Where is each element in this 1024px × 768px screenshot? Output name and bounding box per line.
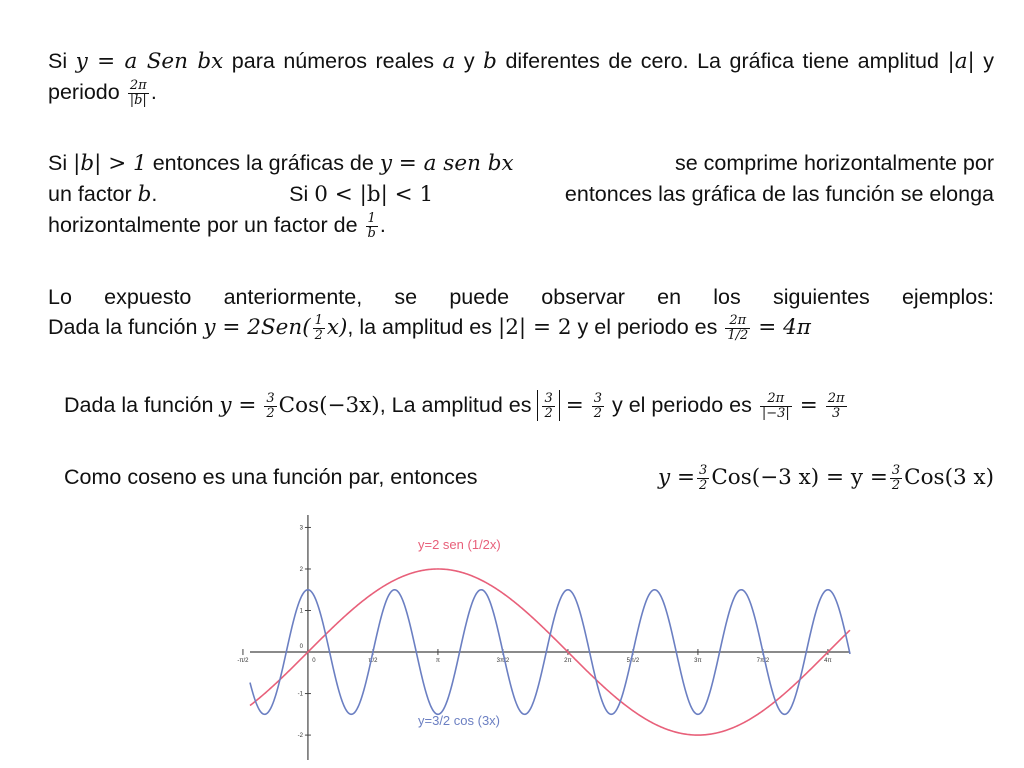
text: un factor b. — [48, 182, 158, 207]
text: entonces las gráfica de las función se elonga — [564, 182, 994, 206]
text: . — [150, 80, 157, 104]
paragraph-3 — [48, 282, 994, 343]
paragraph-2 — [48, 148, 994, 241]
text: Si |b| > 1 entonces la gráficas de y = a sen bx — [48, 151, 514, 176]
text: amplitud — [857, 49, 939, 73]
y-tick-label: -1 — [297, 691, 303, 698]
line: horizontalmente por un factor de $\frac{1}{b}$ . — [48, 210, 386, 241]
equation: y = $\frac{3}{2}$ Cos(−3 x) = y = $\frac{3}{2}$ Cos(3 x) — [658, 462, 994, 493]
y-tick-label: 2 — [299, 566, 303, 573]
period-fraction — [128, 79, 149, 108]
text: y — [463, 49, 475, 73]
var-a: a — [442, 49, 456, 74]
var-b: b — [483, 49, 497, 74]
abs-a: |a| — [947, 49, 975, 74]
factor-fraction: $\frac{1}{b}$ — [367, 210, 376, 241]
text: Si — [48, 49, 68, 73]
x-tick-label: 3π/2 — [496, 658, 510, 665]
line — [48, 148, 994, 179]
ticks — [237, 525, 831, 739]
line: Lo expuesto anteriormente, se puede observar en los siguientes ejemplos: — [48, 285, 994, 309]
x-tick-label: 3π — [694, 658, 702, 665]
x-tick-label: 7π/2 — [756, 658, 770, 665]
x-tick-label: 4π — [824, 658, 832, 665]
x-tick-label: -π/2 — [237, 658, 249, 665]
series-label-1: y=2 sen (1/2x) — [418, 537, 501, 552]
equation: y = a Sen bx — [75, 49, 224, 74]
y-tick-label: -2 — [297, 733, 303, 740]
text: Si 0 < |b| < 1 — [289, 182, 434, 207]
text: y periodo — [48, 49, 995, 104]
paragraph-4: Dada la función y = $\frac{3}{2}$ Cos(−3x), La amplitud es $\frac{3}{2}$ = $\frac{3}{2}$ y el periodo es $\frac{2\pi}{|-3|}$ = $\frac{2\pi}{3}$ — [64, 390, 845, 421]
line — [48, 179, 994, 210]
frac-den: |b| — [129, 92, 147, 108]
trig-graph — [237, 515, 850, 760]
x-tick-label: π — [435, 658, 440, 665]
y-tick-label: 3 — [299, 525, 303, 532]
line — [64, 462, 994, 493]
text: diferentes de cero. La gráfica tiene — [505, 49, 850, 73]
y-tick-label: 0 — [299, 644, 303, 651]
period-fraction: $\frac{2\pi}{1/2}$ — [727, 312, 749, 343]
x-tick-label: π/2 — [368, 658, 378, 665]
text: Dada la función y = 2Sen( $\frac{1}{2}$ x), la amplitud es |2| = 2 y el periodo es $\frac{2\pi}{1/2}$ = 4π — [48, 312, 811, 343]
text: horizontalmente por un factor de — [48, 213, 358, 237]
text: para números reales — [231, 49, 435, 73]
paragraph-5 — [64, 462, 994, 493]
x-tick-label: 2π — [564, 658, 572, 665]
text: se comprime horizontalmente por — [674, 151, 994, 175]
line — [48, 312, 994, 343]
text: Como coseno es una función par, entonces — [64, 465, 478, 489]
x-tick-label: 5π/2 — [626, 658, 640, 665]
paragraph-1 — [48, 46, 994, 108]
legend-labels — [418, 537, 501, 728]
series-label-2: y=3/2 cos (3x) — [418, 713, 501, 728]
frac-num: 2π — [129, 77, 147, 93]
y-tick-label: 1 — [299, 608, 303, 615]
x-tick-label: 0 — [312, 658, 316, 665]
